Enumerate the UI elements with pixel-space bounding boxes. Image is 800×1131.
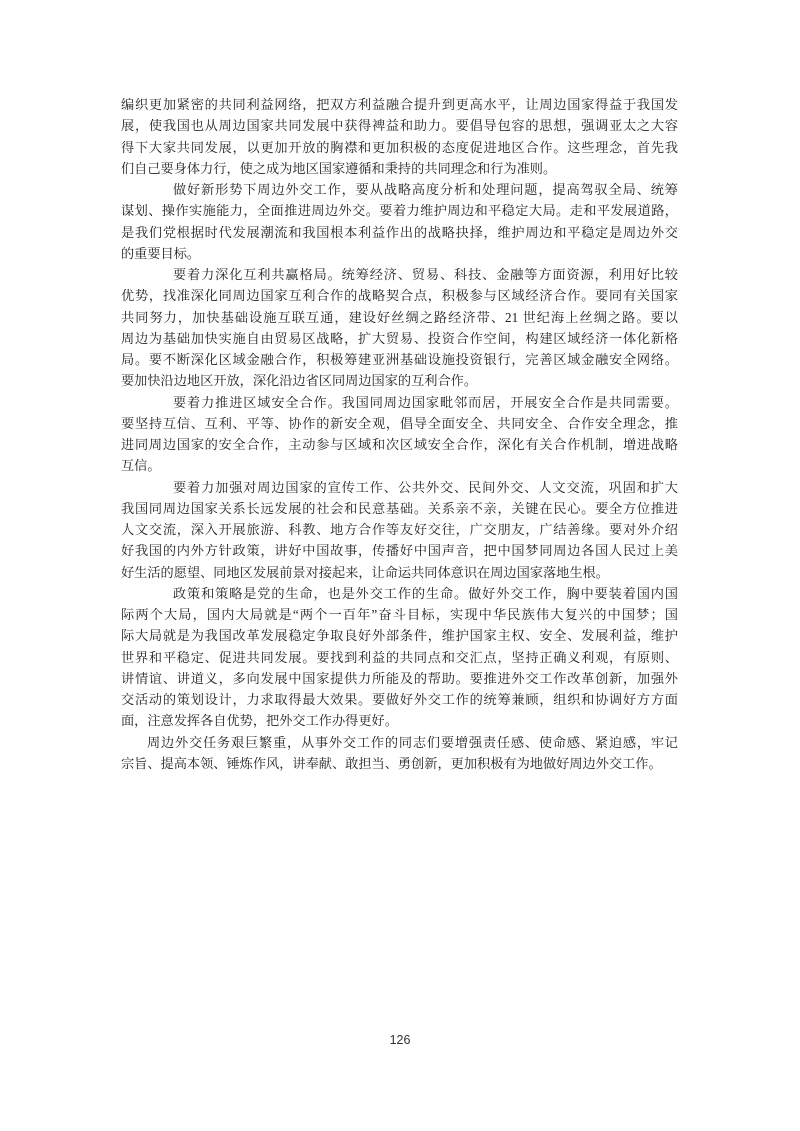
text-line: 要着力深化互利共赢格局。统筹经济、贸易、科技、金融等方面资源，利用好比较 xyxy=(173,267,678,282)
document-text xyxy=(121,94,678,774)
text-line: 互信。 xyxy=(121,458,161,474)
text-line: 是我们党根据时代发展潮流和我国根本利益作出的战略抉择，维护周边和平稳定是周边外交 xyxy=(121,224,678,240)
text-line: 做好新形势下周边外交工作，要从战略高度分析和处理问题，提高驾驭全局、统筹 xyxy=(173,182,678,197)
text-line: 好生活的愿望、同地区发展前景对接起来，让命运共同体意识在周边国家落地生根。 xyxy=(121,564,609,580)
text-line: 宗旨、提高本领、锤炼作风，讲奉献、敢担当、勇创新，更加积极有为地做好周边外交工作。 xyxy=(121,755,662,771)
text-line: 人文交流，深入开展旅游、科教、地方合作等友好交往，广交朋友，广结善缘。要对外介绍 xyxy=(121,522,678,537)
text-line: 政策和策略是党的生命，也是外交工作的生命。做好外交工作，胸中要装着国内国 xyxy=(173,585,678,601)
text-line: 周边外交任务艰巨繁重，从事外交工作的同志们要增强责任感、使命感、紧迫感，牢记 xyxy=(147,734,678,750)
text-line: 要着力推进区域安全合作。我国同周边国家毗邻而居，开展安全合作是共同需要。 xyxy=(173,394,678,410)
text-line: 编织更加紧密的共同利益网络，把双方利益融合提升到更高水平，让周边国家得益于我国发 xyxy=(121,97,678,112)
text-line: 际大局就是为我国改革发展稳定争取良好外部条件，维护国家主权、安全、发展利益，维护 xyxy=(121,628,678,644)
text-line: 的重要目标。 xyxy=(121,245,201,261)
text-line: 谋划、操作实施能力，全面推进周边外交。要着力维护周边和平稳定大局。走和平发展道路， xyxy=(121,203,678,219)
text-line: 交活动的策划设计，力求取得最大效果。要做好外交工作的统筹兼顾，组织和协调好方方面 xyxy=(121,692,678,707)
text-line: 们自己要身体力行，使之成为地区国家遵循和秉持的共同理念和行为准则。 xyxy=(121,160,557,176)
text-line: 世界和平稳定、促进共同发展。要找到利益的共同点和交汇点，坚持正确义利观，有原则、 xyxy=(121,649,678,665)
text-line: 要坚持互信、互利、平等、协作的新安全观，倡导全面安全、共同安全、合作安全理念，推 xyxy=(121,415,678,431)
text-line: 讲情谊、讲道义，多向发展中国家提供力所能及的帮助。要推进外交工作改革创新，加强外 xyxy=(121,670,678,686)
text-line: 要加快沿边地区开放，深化沿边省区同周边国家的互利合作。 xyxy=(121,373,478,389)
text-line: 展，使我国也从周边国家共同发展中获得裨益和助力。要倡导包容的思想，强调亚太之大容 xyxy=(121,118,678,134)
text-line: 得下大家共同发展，以更加开放的胸襟和更加积极的态度促进地区合作。这些理念，首先我 xyxy=(121,139,678,155)
text-line: 进同周边国家的安全合作，主动参与区域和次区域安全合作，深化有关合作机制，增进战略 xyxy=(121,437,678,452)
text-line: 共同努力，加快基础设施互联互通，建设好丝绸之路经济带、21 世纪海上丝绸之路。要以 xyxy=(121,309,678,325)
text-line: 优势，找准深化同周边国家互利合作的战略契合点，积极参与区域经济合作。要同有关国家 xyxy=(121,288,678,304)
text-line: 要着力加强对周边国家的宣传工作、公共外交、民间外交、人文交流，巩固和扩大 xyxy=(173,479,678,495)
text-line: 周边为基础加快实施自由贸易区战略，扩大贸易、投资合作空间，构建区域经济一体化新格 xyxy=(121,330,678,346)
page-number: 126 xyxy=(389,1033,411,1047)
text-line: 局。要不断深化区域金融合作，积极筹建亚洲基础设施投资银行，完善区域金融安全网络。 xyxy=(121,352,678,367)
text-line: 际两个大局，国内大局就是“两个一百年”奋斗目标，实现中华民族伟大复兴的中国梦；国 xyxy=(121,607,678,622)
text-line: 好我国的内外方针政策，讲好中国故事，传播好中国声音，把中国梦同周边各国人民过上美 xyxy=(121,543,678,559)
text-line: 面，注意发挥各自优势，把外交工作办得更好。 xyxy=(121,713,398,729)
text-line: 我国同周边国家关系长远发展的社会和民意基础。关系亲不亲，关键在民心。要全方位推进 xyxy=(121,500,678,516)
